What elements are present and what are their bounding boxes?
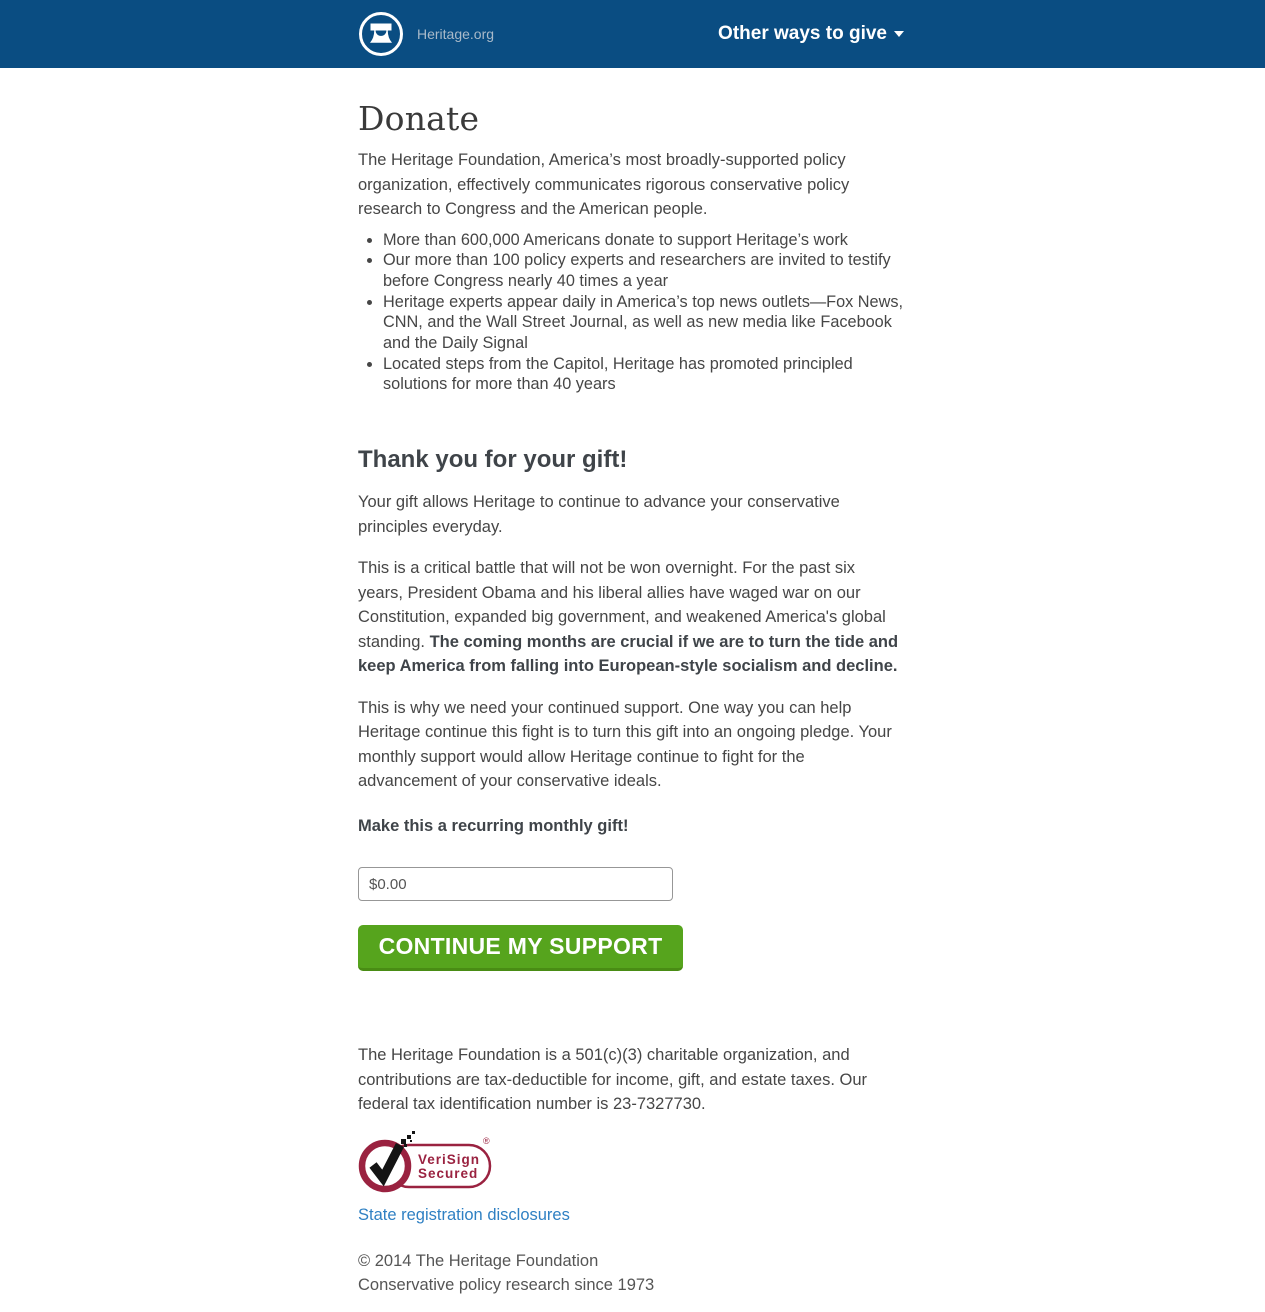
heritage-bell-logo-icon[interactable]: [358, 11, 404, 57]
recurring-gift-label: Make this a recurring monthly gift!: [358, 816, 629, 835]
support-paragraph: This is why we need your continued support. One way you can help Heritage continue this fight is to turn this gift into an ongoing pledge. Your monthly support would allow Heritage continue to fight for the advancement of your conservative ideals.: [358, 698, 892, 791]
nav-dropdown-label: Other ways to give: [718, 23, 887, 44]
brand-label[interactable]: Heritage.org: [417, 26, 495, 42]
list-item: • Heritage experts appear daily in America’s top news outlets—Fox News, CNN, and the Wall Street Journal, as well as new media like Facebook and the Daily Signal: [383, 292, 904, 354]
thank-you-heading: Thank you for your gift!: [358, 446, 628, 474]
list-item: • More than 600,000 Americans donate to support Heritage’s work: [383, 230, 904, 251]
list-item: • Located steps from the Capitol, Heritage has promoted principled solutions for more than 40 years: [383, 354, 904, 395]
state-registration-disclosures-link[interactable]: State registration disclosures: [358, 1205, 570, 1224]
continue-support-button[interactable]: CONTINUE MY SUPPORT: [358, 925, 683, 971]
benefits-list: [358, 230, 904, 396]
header-container: [358, 0, 904, 68]
other-ways-to-give-dropdown[interactable]: [718, 23, 904, 45]
verisign-text: VeriSign: [418, 1151, 481, 1167]
top-nav-bar: [0, 0, 1265, 68]
secured-text: Secured: [418, 1165, 479, 1181]
page-title: Donate: [358, 99, 480, 138]
copyright-line: © 2014 The Heritage Foundation: [358, 1251, 599, 1270]
registered-mark: ®: [483, 1135, 490, 1146]
battle-paragraph-normal: This is a critical battle that will not be won overnight. For the past six years, President Obama and his liberal allies have waged war on our Constitution, expanded big government, and weakened America's global standing.: [358, 559, 886, 651]
battle-paragraph-bold: The coming months are crucial if we are to turn the tide and keep America from falling into European-style socialism and decline.: [358, 632, 899, 676]
tagline-line: Conservative policy research since 1973: [358, 1276, 655, 1295]
battle-paragraph: [358, 556, 904, 679]
verisign-secured-badge[interactable]: [358, 1131, 498, 1197]
copyright-block: [358, 1249, 904, 1312]
main-content: [358, 99, 904, 1312]
donation-amount-input[interactable]: [358, 867, 673, 901]
legal-paragraph: The Heritage Foundation is a 501(c)(3) charitable organization, and contributions are tax-deductible for income, gift, and estate taxes. Our federal tax identification number is 23-7327730.: [358, 1046, 868, 1114]
list-item: • Our more than 100 policy experts and researchers are invited to testify before Congress nearly 40 times a year: [383, 250, 904, 291]
gift-paragraph: Your gift allows Heritage to continue to advance your conservative principles everyday.: [358, 493, 840, 536]
intro-paragraph: The Heritage Foundation, America’s most broadly-supported policy organization, effectively communicates rigorous conservative policy research to Congress and the American people.: [358, 151, 850, 218]
caret-down-icon: [894, 31, 904, 37]
